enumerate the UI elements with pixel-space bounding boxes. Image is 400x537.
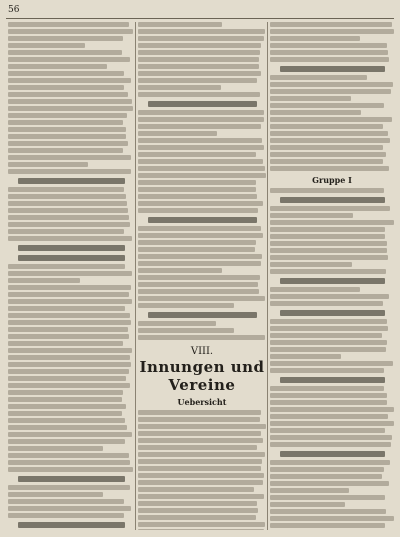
text-line <box>280 310 385 316</box>
text-line <box>270 435 392 440</box>
text-line <box>138 296 265 301</box>
text-line <box>8 148 123 153</box>
text-line <box>8 432 132 437</box>
middle-column-top-text <box>138 22 266 340</box>
text-line <box>270 166 389 171</box>
text-line <box>8 162 88 167</box>
text-line <box>8 264 125 269</box>
text-line <box>270 152 386 157</box>
page-number: 56 <box>8 5 20 15</box>
text-line <box>8 362 131 367</box>
text-line <box>138 487 254 492</box>
text-line <box>8 29 133 34</box>
text-line <box>138 452 265 457</box>
text-line <box>138 321 216 326</box>
text-line <box>8 348 132 353</box>
text-line <box>270 145 383 150</box>
left-column-text <box>8 22 134 530</box>
text-line <box>270 523 385 528</box>
text-line <box>8 208 128 213</box>
text-line <box>8 425 127 430</box>
text-line <box>18 522 125 528</box>
text-line <box>138 180 256 185</box>
text-line <box>138 275 260 280</box>
column-separator <box>267 22 268 530</box>
text-line <box>270 124 383 129</box>
text-line <box>138 22 222 27</box>
text-line <box>148 217 257 223</box>
text-line <box>270 269 386 274</box>
text-line <box>18 245 125 251</box>
text-line <box>270 340 387 345</box>
text-line <box>8 411 122 416</box>
text-line <box>8 194 126 199</box>
text-line <box>138 226 261 231</box>
text-line <box>8 222 130 227</box>
text-line <box>8 78 131 83</box>
text-line <box>138 501 257 506</box>
text-line <box>138 50 260 55</box>
text-line <box>138 152 256 157</box>
text-line <box>8 22 129 27</box>
text-line <box>8 285 131 290</box>
text-line <box>280 66 385 72</box>
text-line <box>8 113 127 118</box>
text-line <box>8 320 131 325</box>
text-line <box>138 466 261 471</box>
section-number: VIII. <box>190 346 214 357</box>
text-line <box>270 400 387 405</box>
text-line <box>138 261 261 266</box>
text-line <box>138 85 221 90</box>
text-line <box>270 481 389 486</box>
text-line <box>8 355 130 360</box>
text-line <box>138 194 257 199</box>
text-line <box>138 173 266 178</box>
text-line <box>270 50 388 55</box>
text-line <box>270 241 387 246</box>
text-line <box>8 57 130 62</box>
text-line <box>270 159 383 164</box>
text-line <box>270 460 390 465</box>
text-line <box>138 515 256 520</box>
text-line <box>270 393 387 398</box>
text-line <box>8 369 129 374</box>
text-line <box>270 474 382 479</box>
text-line <box>270 213 353 218</box>
text-line <box>138 282 258 287</box>
text-line <box>8 292 129 297</box>
column-separator <box>135 22 136 530</box>
text-line <box>18 476 125 482</box>
text-line <box>270 138 390 143</box>
text-line <box>138 410 261 415</box>
text-line <box>270 326 388 331</box>
text-line <box>270 386 384 391</box>
text-line <box>8 271 132 276</box>
text-line <box>8 43 85 48</box>
text-line <box>270 368 384 373</box>
text-line <box>270 333 382 338</box>
text-line <box>8 453 129 458</box>
text-line <box>8 236 132 241</box>
text-line <box>138 424 266 429</box>
text-line <box>8 92 128 97</box>
text-line <box>8 492 103 497</box>
text-line <box>18 178 125 184</box>
text-line <box>8 36 123 41</box>
text-line <box>8 71 124 76</box>
text-line <box>138 233 263 238</box>
text-line <box>270 287 360 292</box>
text-line <box>8 513 124 518</box>
text-line <box>138 247 255 252</box>
text-line <box>270 22 392 27</box>
text-line <box>270 234 385 239</box>
text-line <box>8 485 130 490</box>
text-line <box>280 278 385 284</box>
text-line <box>138 445 257 450</box>
text-line <box>8 460 130 465</box>
text-line <box>270 220 394 225</box>
text-line <box>270 294 389 299</box>
text-line <box>270 442 391 447</box>
text-line <box>8 278 80 283</box>
text-line <box>138 508 258 513</box>
text-line <box>138 187 256 192</box>
text-line <box>8 418 125 423</box>
text-line <box>138 110 264 115</box>
right-column <box>270 22 394 530</box>
text-line <box>270 103 384 108</box>
text-line <box>270 428 385 433</box>
text-line <box>8 334 129 339</box>
text-line <box>138 201 263 206</box>
text-line <box>270 36 360 41</box>
text-line <box>138 335 265 340</box>
middle-column-bottom-text <box>138 410 266 530</box>
text-line <box>280 197 385 203</box>
text-line <box>270 227 385 232</box>
text-line <box>8 404 126 409</box>
text-line <box>8 229 124 234</box>
text-line <box>148 312 257 318</box>
text-line <box>138 43 261 48</box>
middle-column <box>138 22 266 530</box>
text-line <box>270 354 341 359</box>
text-line <box>138 92 260 97</box>
text-line <box>8 201 127 206</box>
text-line <box>138 71 261 76</box>
text-line <box>270 29 394 34</box>
text-line <box>8 499 124 504</box>
text-line <box>270 407 394 412</box>
text-line <box>138 459 262 464</box>
text-line <box>270 131 388 136</box>
text-line <box>8 439 125 444</box>
text-line <box>270 414 388 419</box>
right-column-top-text <box>270 22 394 172</box>
text-line <box>270 467 384 472</box>
right-column-bottom-text <box>270 188 394 528</box>
text-line <box>8 446 103 451</box>
text-line <box>138 208 258 213</box>
text-line <box>138 240 256 245</box>
text-line <box>8 85 124 90</box>
text-line <box>8 169 131 174</box>
text-line <box>270 421 394 426</box>
text-line <box>8 397 122 402</box>
text-line <box>270 262 352 267</box>
text-line <box>138 289 259 294</box>
text-line <box>270 89 391 94</box>
text-line <box>148 101 257 107</box>
text-line <box>270 43 387 48</box>
text-line <box>138 159 263 164</box>
text-line <box>138 473 264 478</box>
text-line <box>270 488 349 493</box>
text-line <box>8 141 128 146</box>
text-line <box>138 417 260 422</box>
text-line <box>270 301 383 306</box>
text-line <box>8 506 131 511</box>
text-line <box>138 57 259 62</box>
text-line <box>8 341 123 346</box>
text-line <box>8 187 124 192</box>
text-line <box>138 138 262 143</box>
text-line <box>270 188 384 193</box>
text-line <box>138 166 265 171</box>
text-line <box>138 328 234 333</box>
text-line <box>138 78 257 83</box>
text-line <box>270 206 390 211</box>
text-line <box>138 494 264 499</box>
text-line <box>270 502 345 507</box>
text-line <box>270 509 386 514</box>
text-line <box>8 313 130 318</box>
section-subheading: Uebersicht <box>177 397 227 407</box>
text-line <box>138 131 217 136</box>
text-line <box>138 145 264 150</box>
text-line <box>138 431 261 436</box>
text-line <box>8 99 132 104</box>
text-line <box>270 96 351 101</box>
right-column-heading: Gruppe I <box>312 175 352 185</box>
text-line <box>270 495 385 500</box>
text-line <box>138 522 265 527</box>
text-line <box>8 306 125 311</box>
text-line <box>138 438 263 443</box>
text-line <box>8 390 123 395</box>
text-line <box>270 516 394 521</box>
text-line <box>270 248 387 253</box>
text-line <box>280 377 385 383</box>
text-line <box>270 255 388 260</box>
text-line <box>8 376 126 381</box>
text-line <box>8 299 132 304</box>
text-line <box>138 124 261 129</box>
text-line <box>270 347 386 352</box>
text-line <box>8 134 126 139</box>
text-line <box>8 327 128 332</box>
text-line <box>8 467 133 472</box>
text-line <box>280 451 385 457</box>
text-line <box>270 110 361 115</box>
text-line <box>270 117 392 122</box>
text-line <box>270 57 389 62</box>
text-line <box>138 254 262 259</box>
text-line <box>8 383 130 388</box>
text-line <box>8 120 123 125</box>
text-line <box>138 480 263 485</box>
text-line <box>18 255 125 261</box>
text-line <box>138 529 264 530</box>
text-line <box>270 319 387 324</box>
text-line <box>270 361 393 366</box>
text-line <box>138 64 259 69</box>
text-line <box>270 75 367 80</box>
text-line <box>8 106 133 111</box>
text-line <box>8 215 129 220</box>
text-line <box>138 36 264 41</box>
text-line <box>8 155 131 160</box>
text-line <box>138 303 234 308</box>
text-line <box>138 117 264 122</box>
header-rule <box>6 18 394 19</box>
text-line <box>138 29 265 34</box>
text-line <box>138 268 222 273</box>
text-line <box>8 127 126 132</box>
text-line <box>8 64 107 69</box>
section-title: Innungen und Vereine <box>139 358 265 394</box>
text-line <box>8 50 122 55</box>
text-line <box>270 82 393 87</box>
